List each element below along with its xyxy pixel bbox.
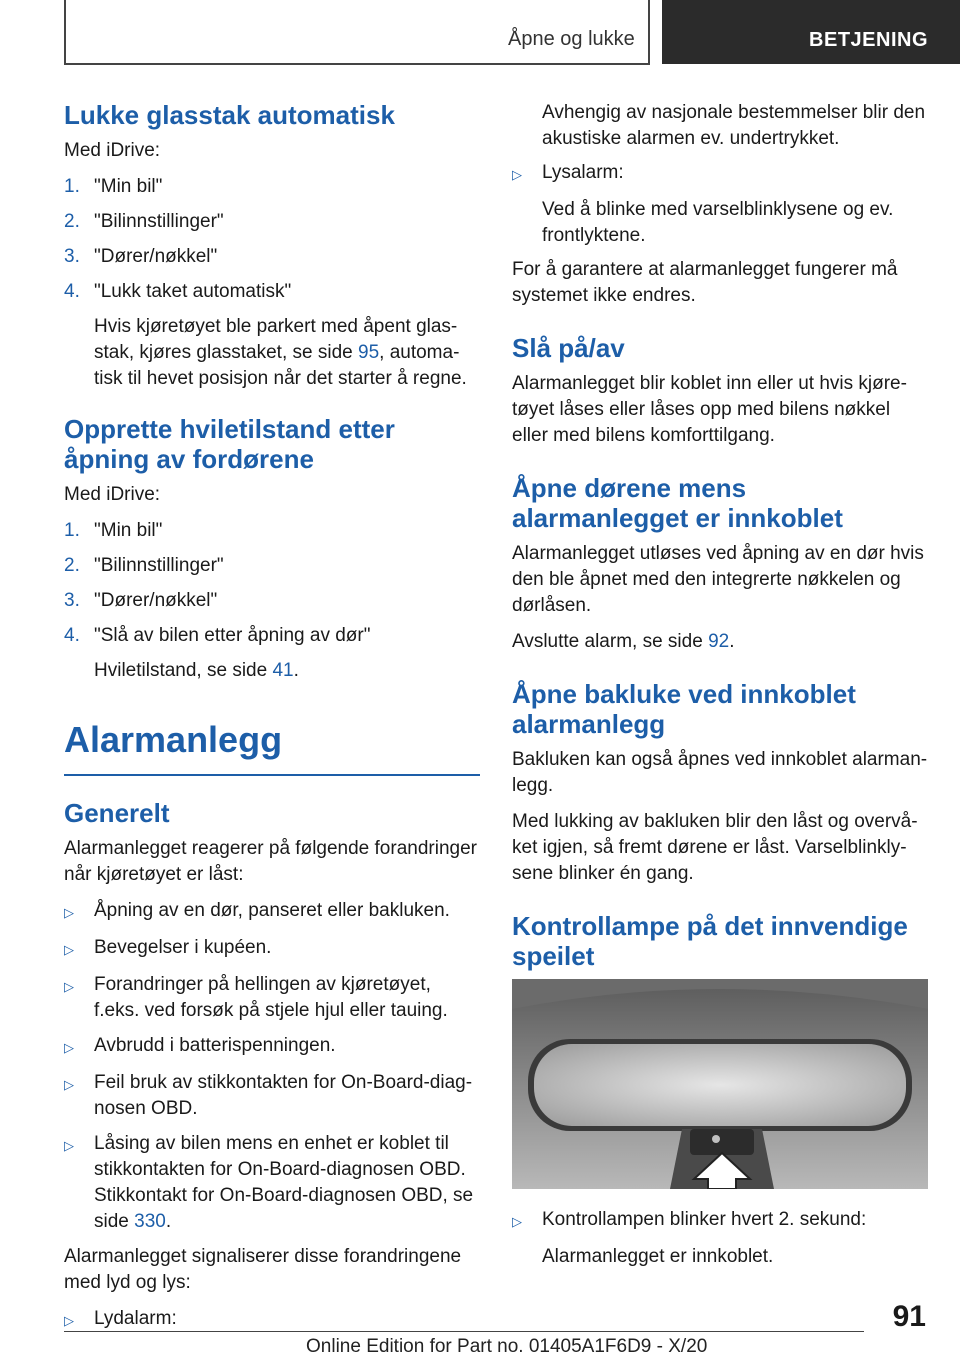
triangle-bullet-icon: ▷ bbox=[64, 1138, 74, 1153]
chapter-heading-alarmanlegg: Alarmanlegg bbox=[64, 719, 283, 760]
list-item bbox=[64, 553, 480, 579]
triangle-bullet-icon: ▷ bbox=[64, 1077, 74, 1092]
list-item bbox=[64, 244, 480, 270]
list-item bbox=[64, 623, 480, 649]
bullet-note: Ved å blinke med varselblinklysene og ev. frontlyktene. bbox=[542, 199, 894, 246]
bullet-text: Avbrudd i batterispenningen. bbox=[94, 1035, 336, 1056]
bullet-text bbox=[94, 1131, 480, 1235]
list-item bbox=[64, 588, 480, 614]
page-link-92[interactable]: 92 bbox=[708, 631, 730, 652]
header-rule-separator bbox=[648, 0, 650, 64]
step-number: 1. bbox=[64, 520, 80, 541]
bakluke-body-2: Med lukking av bakluken blir den låst og overvåket igjen, så fremt dørene er låst. Varselblinklysene blinker én gang. bbox=[512, 811, 918, 884]
triangle-bullet-icon: ▷ bbox=[512, 167, 522, 182]
bullet-text: Bevegelser i kupéen. bbox=[94, 937, 272, 958]
bullet-text: Feil bruk av stikkontakten for On-Board-diagnosen OBD. bbox=[94, 1072, 473, 1119]
step-text: "Min bil" bbox=[94, 520, 163, 541]
avslutte-alarm bbox=[512, 629, 928, 655]
heading-hviletilstand: Opprette hviletilstand etter åpning av fordørene bbox=[64, 414, 395, 474]
step-text: "Dører/nøkkel" bbox=[94, 590, 218, 611]
header-rule-bottom bbox=[64, 63, 650, 65]
triangle-bullet-icon: ▷ bbox=[64, 942, 74, 957]
left-column bbox=[64, 100, 480, 1343]
heading-rule bbox=[64, 774, 480, 776]
list-item bbox=[512, 160, 928, 188]
note-text: Hviletilstand, se side bbox=[94, 660, 273, 681]
step-number: 4. bbox=[64, 625, 80, 646]
list-item bbox=[64, 1070, 480, 1122]
chapter-tab bbox=[662, 0, 960, 64]
heading-sla-pa-av: Slå på/av bbox=[512, 333, 625, 363]
list-item bbox=[64, 518, 480, 544]
list-item bbox=[64, 972, 480, 1024]
generelt-outro: Alarmanlegget signaliserer disse forandringene med lyd og lys: bbox=[64, 1246, 462, 1293]
list-item bbox=[64, 1033, 480, 1061]
step-number: 4. bbox=[64, 281, 80, 302]
step-number: 3. bbox=[64, 246, 80, 267]
heading-apne-bakluke: Åpne bakluke ved innkoblet alarmanlegg bbox=[512, 679, 856, 739]
triangle-bullet-icon: ▷ bbox=[64, 1040, 74, 1055]
list-item bbox=[64, 174, 480, 200]
bullet-continuation: Avhengig av nasjonale bestemmelser blir den akustiske alarmen ev. undertrykket. bbox=[542, 102, 926, 149]
step-text: "Slå av bilen etter åpning av dør" bbox=[94, 625, 371, 646]
step-text: "Bilinnstillinger" bbox=[94, 555, 224, 576]
heading-kontrollampe: Kontrollampe på det innvendige speilet bbox=[512, 911, 908, 971]
bullet-text: Lysalarm: bbox=[542, 162, 624, 183]
page-link-41[interactable]: 41 bbox=[272, 660, 294, 681]
bullet-text-part: Låsing av bilen mens en enhet er koblet til stikkontakten for On-Board-diagnosen OBD. Stikkontakt for On-Board-diagnosen OBD, se side bbox=[94, 1133, 474, 1232]
header-rule-left bbox=[64, 0, 66, 64]
step-text: "Dører/nøkkel" bbox=[94, 246, 218, 267]
step-number: 3. bbox=[64, 590, 80, 611]
page-number: 91 bbox=[892, 1300, 926, 1333]
rearview-mirror-illustration bbox=[512, 979, 928, 1189]
intro-idrive-1: Med iDrive: bbox=[64, 140, 161, 161]
intro-idrive-2: Med iDrive: bbox=[64, 484, 161, 505]
running-section-title: Åpne og lukke bbox=[508, 28, 635, 50]
triangle-bullet-icon: ▷ bbox=[64, 1313, 74, 1328]
step-text: "Bilinnstillinger" bbox=[94, 211, 224, 232]
step-number: 1. bbox=[64, 176, 80, 197]
sla-pa-av-body: Alarmanlegget blir koblet inn eller ut hvis kjøretøyet låses eller låses opp med bilens nøkkel eller med bilens komforttilgang. bbox=[512, 373, 907, 446]
text-part: Avslutte alarm, se side bbox=[512, 631, 709, 652]
bullet-text: Lydalarm: bbox=[94, 1308, 177, 1329]
list-item bbox=[64, 1131, 480, 1235]
step-note bbox=[64, 658, 480, 684]
chapter-label: BETJENING bbox=[809, 29, 928, 51]
bullet-text: Kontrollampen blinker hvert 2. sekund: bbox=[542, 1209, 867, 1230]
list-item bbox=[64, 279, 480, 305]
triangle-bullet-icon: ▷ bbox=[64, 979, 74, 994]
list-item bbox=[64, 898, 480, 926]
triangle-bullet-icon: ▷ bbox=[512, 1214, 522, 1229]
right-column bbox=[512, 100, 928, 1278]
page-link-95[interactable]: 95 bbox=[358, 342, 380, 363]
bullet-note: Alarmanlegget er innkoblet. bbox=[542, 1246, 774, 1267]
bullet-text: Forandringer på hellingen av kjøretøyet, f.eks. ved forsøk på stjele hjul eller tauing. bbox=[94, 974, 448, 1021]
step-text: "Min bil" bbox=[94, 176, 163, 197]
bullet-text-part: . bbox=[165, 1211, 172, 1232]
step-text: "Lukk taket automatisk" bbox=[94, 281, 292, 302]
guarantee-text: For å garantere at alarmanlegget fungerer må systemet ikke endres. bbox=[512, 259, 898, 306]
bakluke-body-1: Bakluken kan også åpnes ved innkoblet alarmanlegg. bbox=[512, 749, 928, 796]
triangle-bullet-icon: ▷ bbox=[64, 905, 74, 920]
note-text: , automatisk til hevet posisjon når det starter å regne. bbox=[94, 342, 467, 389]
heading-lukke-glasstak: Lukke glasstak automatisk bbox=[64, 100, 395, 130]
list-item bbox=[64, 209, 480, 235]
note-text: Hvis kjøretøyet ble parkert med åpent glasstak, kjøres glasstaket, se side bbox=[94, 316, 458, 363]
step-number: 2. bbox=[64, 211, 80, 232]
list-item bbox=[64, 1306, 480, 1334]
heading-generelt: Generelt bbox=[64, 798, 170, 828]
text-part: . bbox=[729, 631, 735, 652]
page-link-330[interactable]: 330 bbox=[134, 1211, 166, 1232]
heading-apne-dorene: Åpne dørene mens alarmanlegget er innkoblet bbox=[512, 473, 843, 533]
list-item bbox=[512, 1207, 928, 1235]
list-item bbox=[64, 935, 480, 963]
bullet-text: Åpning av en dør, panseret eller bakluken. bbox=[94, 900, 450, 921]
step-note bbox=[64, 314, 480, 392]
footer-edition: Online Edition for Part no. 01405A1F6D9 - X/20 bbox=[306, 1336, 708, 1357]
note-text: . bbox=[293, 660, 299, 681]
step-number: 2. bbox=[64, 555, 80, 576]
apne-dorene-body: Alarmanlegget utløses ved åpning av en dør hvis den ble åpnet med den integrerte nøkkelen og dørlåsen. bbox=[512, 543, 924, 616]
footer-rule bbox=[64, 1331, 864, 1332]
generelt-intro: Alarmanlegget reagerer på følgende forandringer når kjøretøyet er låst: bbox=[64, 838, 477, 885]
